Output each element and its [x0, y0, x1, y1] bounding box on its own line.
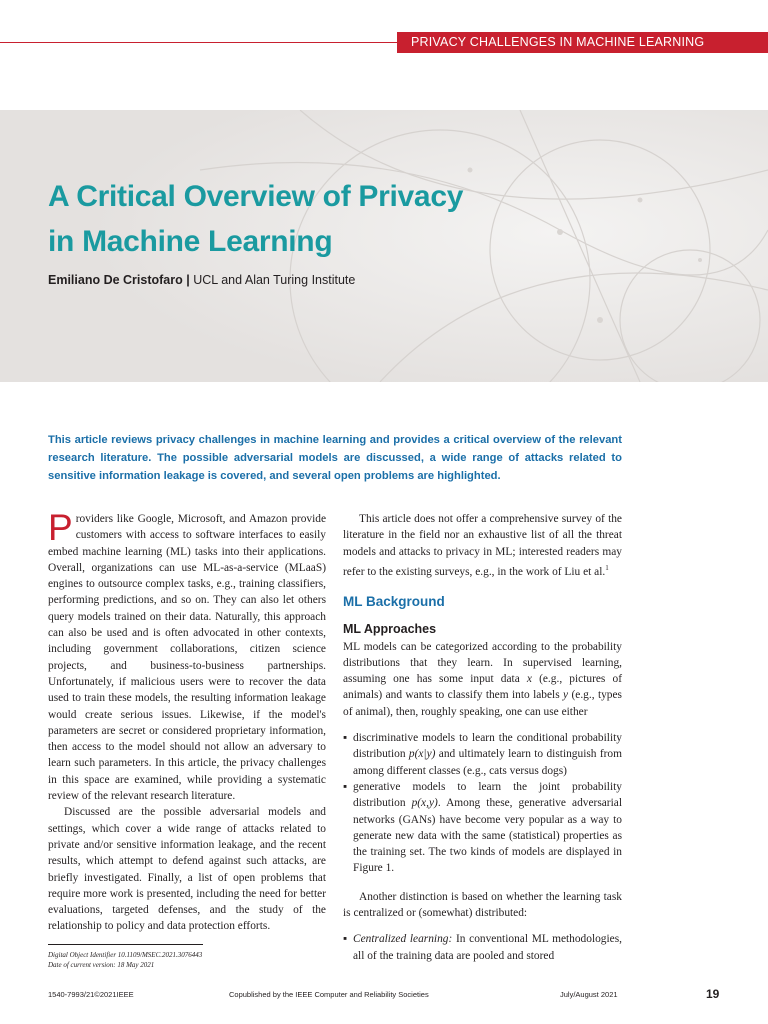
reference-1: 1 [605, 563, 609, 572]
version-date: Date of current version: 18 May 2021 [48, 961, 155, 969]
byline-separator: | [182, 273, 194, 287]
author-name: Emiliano De Cristofaro [48, 273, 183, 287]
bullet-icon: ▪ [343, 933, 348, 946]
footer-publisher: Copublished by the IEEE Computer and Reliability Societies [229, 990, 429, 999]
para2-b: (e.g., pictures of animals) and wants to classify them into labels [343, 673, 622, 702]
subsection-heading: ML Approaches [343, 622, 437, 637]
para2-c: (e.g., types of animal), then, roughly speaking, one can use either [343, 689, 622, 718]
byline [48, 273, 355, 287]
bullet2-a: generative models to learn the joint probability distribution [353, 780, 622, 810]
title-line-2: in Machine Learning [48, 225, 333, 258]
para2-a: ML models can be categorized according to the probability distributions that they learn. In supervised learning, assuming one has some input data [343, 640, 622, 686]
list-item-discriminative [343, 730, 622, 779]
section-banner: PRIVACY CHALLENGES IN MACHINE LEARNING [397, 32, 768, 53]
right-column [343, 511, 622, 976]
footnote [48, 950, 202, 970]
page-number: 19 [706, 987, 720, 1001]
bullet3-term: Centralized learning: [353, 933, 453, 946]
section-heading: ML Background [343, 593, 445, 609]
learning-setting-list [343, 931, 622, 964]
body-paragraph-2: Discussed are the possible adversarial models and settings, which cover a wide range of attacks related to private and/or sensitive information leakage, and the recent results, which attempt to defend against such attacks, are briefly investigated. Finally, a list of open problems that require more work is presented, including the need for better evaluations, targeted defenses, and the study of the relationship to policy and data protection efforts. [48, 806, 326, 933]
drop-cap: P [48, 507, 73, 548]
bullet2-b: . Among these, generative adversarial networks (GANs) have become very popular as a way to generate new data with the same (statistical) properties as the training set. The two kinds of models are displayed in Figure 1. [353, 797, 622, 875]
bullet1-a: discriminative models to learn the conditional probability distribution [353, 732, 622, 761]
intro-text: roviders like Google, Microsoft, and Amazon provide customers with access to software interfaces to easily embed machine learning (ML) tasks into their applications. Overall, organizations can use ML-as-a-service (MLaaS) engines to outsource complex tasks, e.g., training classifiers, performing predictions, and so on. They can also let others query models trained on their data. Naturally, this approach can also be used and is often advocated in other contexts, including government collaborations, citizen science projects, and business-to-business partnerships. Unfortunately, if malicious users were to recover the data used to train these models, the resulting information leakage would create serious issues. Likewise, if the model's parameters are secret or considered proprietary information, then access to the model should not allow an adversary to learn such parameters. In this article, the privacy challenges in this space are examined, while providing a systematic review of the relevant research literature. [48, 513, 326, 803]
right-paragraph-1-text: This article does not offer a comprehensive survey of the literature in the field nor an exhaustive list of all the threat models and attacks to privacy in ML; interested readers may refer to the existing surveys, e.g., in the work of Liu et al. [343, 513, 622, 578]
bullet1-math: p(x|y) [408, 748, 436, 761]
article-title [48, 174, 463, 264]
var-x: x [526, 673, 532, 686]
bullet-icon: ▪ [343, 732, 348, 745]
bullet-icon: ▪ [343, 780, 348, 793]
footer-issue: July/August 2021 [560, 990, 618, 999]
right-paragraph-1 [343, 511, 622, 580]
var-y: y [563, 689, 569, 702]
bullet2-math: p(x,y) [411, 797, 438, 810]
author-affiliation: UCL and Alan Turing Institute [193, 273, 356, 287]
list-item-centralized [343, 931, 622, 964]
doi-text: Digital Object Identifier 10.1109/MSEC.2021.3076443 [48, 951, 203, 959]
intro-paragraph [48, 507, 326, 804]
title-line-1: A Critical Overview of Privacy [48, 180, 464, 213]
footer-issn: 1540-7993/21©2021IEEE [48, 990, 134, 999]
distinction-paragraph: Another distinction is based on whether the learning task is centralized or (somewhat) distributed: [343, 890, 622, 920]
footnote-rule [48, 944, 203, 945]
list-item-generative [343, 779, 622, 877]
ml-approaches-paragraph [343, 639, 622, 720]
header-rule [0, 42, 397, 43]
bullet3-text: In conventional ML methodologies, all of the training data are pooled and stored [353, 933, 622, 962]
article-abstract: This article reviews privacy challenges in machine learning and provides a critical overview of the relevant research literature. The possible adversarial models are discussed, a wide range of attacks related to sensitive information leakage is covered, and several open problems are highlighted. [48, 434, 622, 482]
bullet1-b: and ultimately learn to distinguish from among different classes (e.g., cats versus dogs) [353, 748, 622, 777]
model-type-list [343, 730, 622, 877]
left-column [48, 507, 326, 935]
